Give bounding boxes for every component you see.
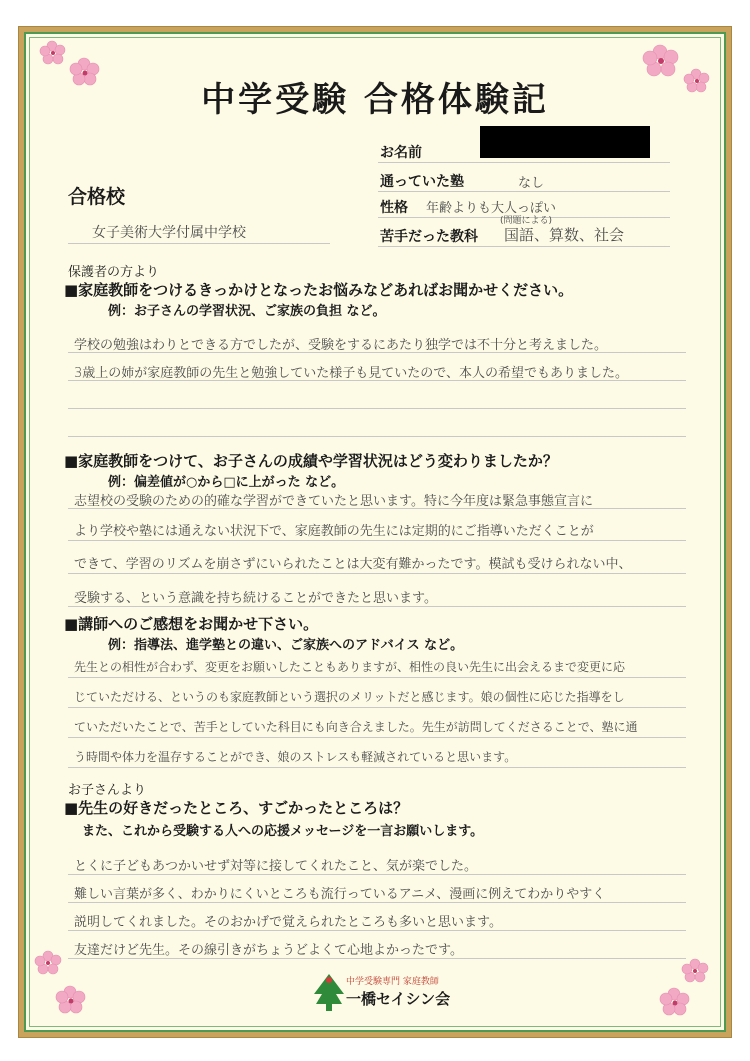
answer-rule <box>68 352 686 353</box>
q4-question: ■先生の好きだったところ、すごかったところは？ <box>64 799 409 817</box>
personality-value: 年齢よりも大人っぽい <box>426 201 557 216</box>
q3-answer-line: 先生との相性が合わず、変更をお願いしたこともありますが、相性の良い先生に出会えるまで変更に応 <box>74 660 626 674</box>
q2-answer-line: 受験する、という意識を持ち続けることができたと思います。 <box>74 591 437 606</box>
page-title: 中学受験 合格体験記 <box>201 80 549 120</box>
weak-subjects-value: 国語、算数、社会 <box>504 226 625 244</box>
weak-subjects-rule <box>378 246 670 247</box>
weak-subjects-note: (問題による) <box>500 216 553 226</box>
answer-rule <box>68 408 686 409</box>
q1-answer-line: 学校の勉強はわりとできる方でしたが、受験をするにあたり独学では不十分と考えました。 <box>74 338 608 353</box>
answer-rule <box>68 508 686 509</box>
answer-rule <box>68 737 686 738</box>
answer-rule <box>68 380 686 381</box>
q4-answer-line: 難しい言葉が多く、わかりにくいところも流行っているアニメ、漫画に例えてわかりやすく <box>74 887 606 902</box>
answer-rule <box>68 436 686 437</box>
answer-rule <box>68 874 686 875</box>
school-rule <box>68 243 330 244</box>
answer-rule <box>68 677 686 678</box>
name-rule <box>378 162 670 163</box>
blossom-bottom-right-icon <box>650 952 720 1022</box>
juku-label: 通っていた塾 <box>380 174 464 190</box>
q3-answer-line: う時間や体力を温存することができ、娘のストレスも軽減されていると思います。 <box>74 750 517 764</box>
q4-answer-line: 友達だけど先生。その線引きがちょうどよくて心地よかったです。 <box>74 943 463 958</box>
q2-example: 例：偏差値が○から□に上がった など。 <box>108 475 345 490</box>
logo-tagline: 中学受験専門 家庭教師 <box>346 977 439 987</box>
answer-rule <box>68 707 686 708</box>
answer-rule <box>68 930 686 931</box>
personality-label: 性格 <box>380 200 408 216</box>
q4-answer-line: 説明してくれました。そのおかげで覚えられたところも多いと思います。 <box>74 915 502 930</box>
tree-logo-icon <box>312 972 346 1012</box>
q3-question: ■講師へのご感想をお聞かせ下さい。 <box>64 615 319 633</box>
q2-answer-line: 志望校の受験のための的確な学習ができていたと思います。特に今年度は緊急事態宣言に <box>74 494 593 509</box>
q2-answer-line: できて、学習のリズムを崩さずにいられたことは大変有難かったです。模試も受けられない中、 <box>74 557 632 572</box>
weak-subjects-label: 苦手だった教科 <box>380 229 478 245</box>
child-section-label: お子さんより <box>68 783 147 798</box>
answer-rule <box>68 606 686 607</box>
school-value: 女子美術大学付属中学校 <box>92 225 246 241</box>
juku-value: なし <box>518 176 545 191</box>
name-redaction <box>480 126 650 158</box>
q1-example: 例：お子さんの学習状況、ご家族の負担 など。 <box>108 304 386 319</box>
answer-rule <box>68 902 686 903</box>
q2-question: ■家庭教師をつけて、お子さんの成績や学習状況はどう変わりましたか？ <box>64 452 558 470</box>
school-label: 合格校 <box>68 186 126 208</box>
answer-rule <box>68 958 686 959</box>
q4-subquestion: また、これから受験する人への応援メッセージを一言お願いします。 <box>82 824 484 839</box>
company-logo <box>300 972 460 1012</box>
q1-question: ■家庭教師をつけるきっかけとなったお悩みなどあればお聞かせください。 <box>64 281 574 299</box>
logo-name: 一橋セイシン会 <box>346 990 451 1008</box>
q1-answer-line: 3歳上の姉が家庭教師の先生と勉強していた様子も見ていたので、本人の希望でもありました。 <box>74 366 629 381</box>
q3-answer-line: ていただいたことで、苦手としていた科目にも向き合えました。先生が訪問してくださることで、塾に通 <box>74 720 638 734</box>
answer-rule <box>68 573 686 574</box>
q2-answer-line: より学校や塾には通えない状況下で、家庭教師の先生には定期的にご指導いただくことが <box>74 524 594 539</box>
q3-example: 例：指導法、進学塾との違い、ご家族へのアドバイス など。 <box>108 638 464 653</box>
parent-section-label: 保護者の方より <box>68 265 160 280</box>
juku-rule <box>378 191 670 192</box>
name-label: お名前 <box>380 145 422 161</box>
q4-answer-line: とくに子どもあつかいせず対等に接してくれたこと、気が楽でした。 <box>74 859 478 874</box>
q3-answer-line: じていただける、というのも家庭教師という選択のメリットだと感じます。娘の個性に応じた指導をし <box>74 690 625 704</box>
answer-rule <box>68 767 686 768</box>
answer-rule <box>68 540 686 541</box>
